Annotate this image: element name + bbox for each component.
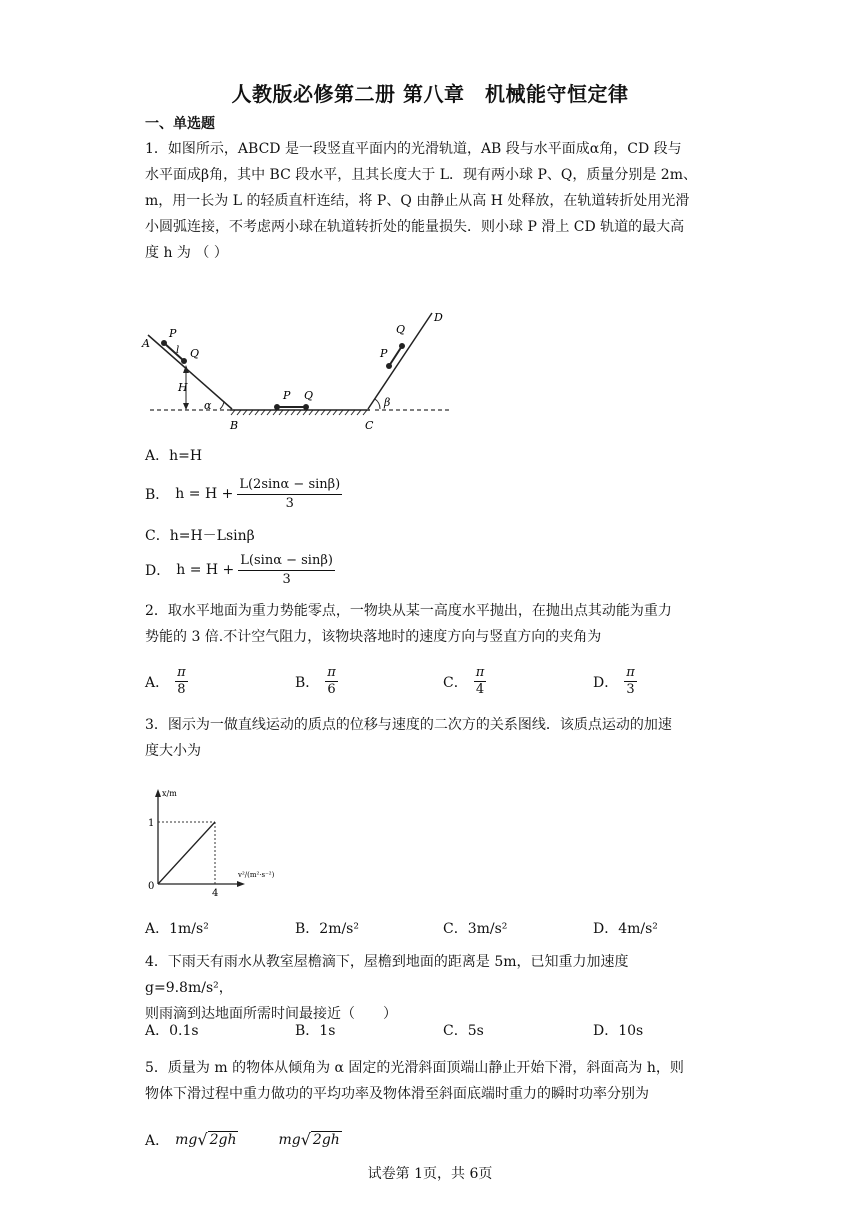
svg-text:β: β bbox=[384, 396, 391, 409]
question-line: 水平面成β角，其中 BC 段水平，且其长度大于 L．现有两小球 P、Q，质量分别是 2m、 bbox=[145, 167, 697, 183]
svg-text:x/m: x/m bbox=[162, 789, 177, 798]
svg-text:l: l bbox=[176, 345, 180, 356]
svg-text:Q: Q bbox=[304, 389, 314, 402]
question-line: 5．质量为 m 的物体从倾角为 α 固定的光滑斜面顶端山静止开始下滑，斜面高为 h，则 bbox=[145, 1060, 684, 1076]
q1-option-b[interactable]: B． h = H + $\frac{L(2\sin\alpha - \sin\beta)}{3}$ bbox=[145, 476, 341, 511]
question-line: 物体下滑过程中重力做功的平均功率及物体滑至斜面底端时重力的瞬时功率分别为 bbox=[145, 1086, 649, 1102]
section-heading: 一、单选题 bbox=[145, 116, 215, 132]
q2-option-c[interactable]: C． $\frac{\pi}{4}$ bbox=[443, 665, 485, 697]
q1-option-c[interactable]: C．h=H－Lsinβ bbox=[145, 528, 255, 544]
sqrt-expression: √ 2gh bbox=[300, 1130, 340, 1149]
page-title: 人教版必修第二册 第八章 机械能守恒定律 bbox=[231, 82, 629, 106]
q4-option-b[interactable]: B．1s bbox=[295, 1023, 336, 1039]
question-line: 度大小为 bbox=[145, 743, 201, 759]
question-line: 3．图示为一做直线运动的质点的位移与速度的二次方的关系图线．该质点运动的加速 bbox=[145, 717, 672, 733]
q1-option-a[interactable]: A．h=H bbox=[145, 448, 203, 464]
q5-option-a[interactable]: A． mg √ 2gh mg √ 2gh bbox=[145, 1130, 340, 1149]
q3-option-d[interactable]: D．4m/s² bbox=[593, 921, 658, 937]
svg-text:0: 0 bbox=[148, 881, 155, 892]
q4-options bbox=[145, 1020, 717, 1050]
q3-option-a[interactable]: A．1m/s² bbox=[145, 921, 209, 937]
xv2-graph bbox=[142, 786, 292, 898]
svg-text:B: B bbox=[230, 419, 239, 432]
svg-text:1: 1 bbox=[148, 818, 155, 829]
svg-text:4: 4 bbox=[212, 888, 219, 898]
q3-options bbox=[145, 918, 717, 948]
q3-option-b[interactable]: B．2m/s² bbox=[295, 921, 359, 937]
svg-text:v²/(m²·s⁻²): v²/(m²·s⁻²) bbox=[238, 871, 275, 879]
q4-option-d[interactable]: D．10s bbox=[593, 1023, 644, 1039]
question-2-text bbox=[145, 598, 717, 650]
fraction: $\frac{L(\sin\alpha - \sin\beta)}{3}$ bbox=[240, 552, 333, 587]
question-line: 2．取水平地面为重力势能零点，一物块从某一高度水平抛出，在抛出点其动能为重力 bbox=[145, 603, 672, 619]
q2-option-b[interactable]: B． $\frac{\pi}{6}$ bbox=[295, 665, 336, 697]
q3-option-c[interactable]: C．3m/s² bbox=[443, 921, 508, 937]
track-diagram bbox=[140, 305, 460, 435]
svg-text:P: P bbox=[169, 327, 177, 340]
question-line: 则雨滴到达地面所需时间最接近（ ） bbox=[145, 1006, 397, 1022]
question-3-text bbox=[145, 712, 717, 764]
question-line: 1．如图所示，ABCD 是一段竖直平面内的光滑轨道，AB 段与水平面成α角，CD 段与 bbox=[145, 141, 682, 157]
fraction: $\frac{L(2\sin\alpha - \sin\beta)}{3}$ bbox=[239, 476, 341, 511]
svg-text:P: P bbox=[380, 347, 388, 360]
question-line: 4．下雨天有雨水从教室屋檐滴下，屋檐到地面的距离是 5m，已知重力加速度 g=9.8m/s²， bbox=[145, 954, 629, 996]
q2-options bbox=[145, 665, 717, 705]
data-line bbox=[158, 822, 215, 884]
svg-text:A: A bbox=[142, 337, 150, 350]
question-1-text bbox=[145, 136, 717, 266]
q4-option-a[interactable]: A．0.1s bbox=[145, 1023, 199, 1039]
page-footer: 试卷第 1页，共 6页 bbox=[367, 1166, 493, 1182]
q2-option-d[interactable]: D． $\frac{\pi}{3}$ bbox=[593, 665, 635, 697]
question-5-text bbox=[145, 1055, 717, 1107]
question-4-text bbox=[145, 949, 717, 1027]
svg-text:Q: Q bbox=[396, 323, 406, 336]
svg-text:Q: Q bbox=[190, 347, 200, 360]
q4-option-c[interactable]: C．5s bbox=[443, 1023, 484, 1039]
question-line: m，用一长为 L 的轻质直杆连结，将 P、Q 由静止从高 H 处释放，在轨道转折处用光滑 bbox=[145, 193, 690, 209]
svg-text:P: P bbox=[283, 389, 291, 402]
question-line: 度 h 为 （ ） bbox=[145, 245, 228, 261]
svg-text:C: C bbox=[365, 419, 374, 432]
question-line: 小圆弧连接，不考虑两小球在轨道转折处的能量损失．则小球 P 滑上 CD 轨道的最大高 bbox=[145, 219, 685, 235]
svg-text:D: D bbox=[434, 311, 443, 324]
q1-option-d[interactable]: D． h = H + $\frac{L(\sin\alpha - \sin\beta)}{3}$ bbox=[145, 552, 333, 587]
svg-text:α: α bbox=[204, 399, 212, 412]
sqrt-expression: √ 2gh bbox=[197, 1130, 237, 1149]
question-line: 势能的 3 倍.不计空气阻力，该物块落地时的速度方向与竖直方向的夹角为 bbox=[145, 629, 602, 645]
svg-text:H: H bbox=[178, 381, 188, 394]
q2-option-a[interactable]: A． $\frac{\pi}{8}$ bbox=[145, 665, 186, 697]
